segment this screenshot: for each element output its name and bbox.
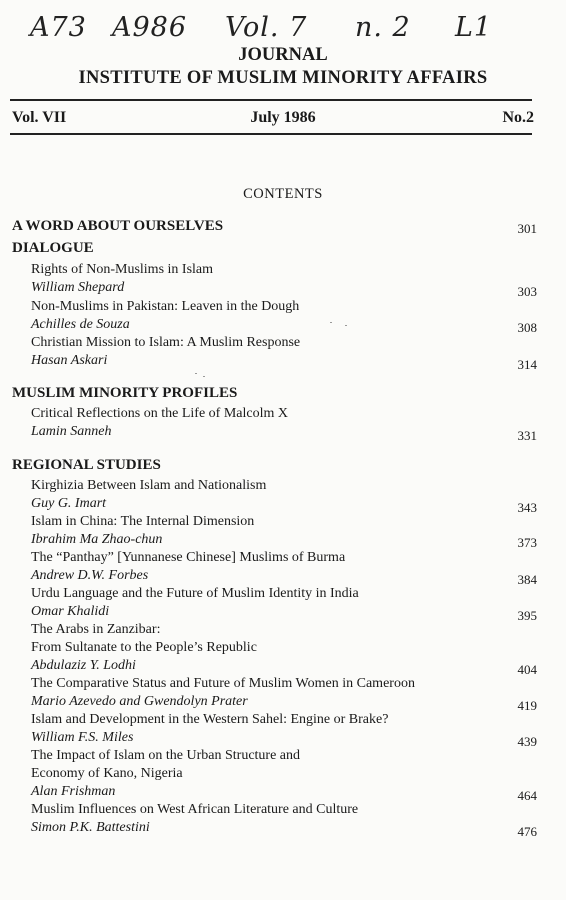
handwritten-catalog-note	[30, 12, 530, 48]
volume-label: Vol. VII	[12, 109, 67, 126]
article-title: Muslim Influences on West African Literature and Culture	[31, 802, 359, 817]
page-number: 343	[517, 500, 537, 515]
top-rule	[10, 99, 532, 101]
article-author: Lamin Sanneh	[31, 424, 112, 439]
article-title: Urdu Language and the Future of Muslim Identity in India	[31, 586, 359, 601]
section-title: MUSLIM MINORITY PROFILES	[12, 385, 238, 401]
issue-date: July 1986	[250, 109, 316, 126]
page-number: 439	[517, 734, 537, 749]
scan-speck	[203, 376, 205, 377]
article-author: Omar Khalidi	[31, 604, 110, 619]
article-title: Islam in China: The Internal Dimension	[31, 514, 255, 529]
page-number: 303	[517, 284, 537, 299]
issue-number: No.2	[502, 109, 534, 126]
page-number: 373	[517, 535, 537, 550]
page-number: 308	[517, 320, 537, 335]
scan-speck	[195, 373, 197, 374]
article-title: Critical Reflections on the Life of Malcolm X	[31, 406, 288, 421]
scan-speck	[330, 322, 332, 323]
article-title: Kirghizia Between Islam and Nationalism	[31, 478, 267, 493]
article-author: Ibrahim Ma Zhao-chun	[31, 532, 163, 547]
article-author: Hasan Askari	[31, 353, 108, 368]
article-author: Simon P.K. Battestini	[31, 820, 150, 835]
page-number: 464	[517, 788, 537, 803]
article-author: Abdulaziz Y. Lodhi	[31, 658, 136, 673]
page-number: 314	[517, 357, 537, 372]
section-title: DIALOGUE	[12, 240, 94, 256]
scan-speck	[345, 325, 347, 326]
handwritten-note: Vol. 7	[225, 12, 308, 43]
article-author: William Shepard	[31, 280, 125, 295]
article-title: The Arabs in Zanzibar:	[31, 622, 161, 637]
article-author: Mario Azevedo and Gwendolyn Prater	[31, 694, 248, 709]
page-number: 419	[517, 698, 537, 713]
handwritten-note: n. 2	[355, 12, 411, 43]
page-number: 404	[517, 662, 537, 677]
article-title: Islam and Development in the Western Sahel: Engine or Brake?	[31, 712, 389, 727]
article-title: The Impact of Islam on the Urban Structure and	[31, 748, 301, 763]
page-number: 395	[517, 608, 537, 623]
handwritten-note: L1	[455, 12, 493, 43]
article-title: From Sultanate to the People’s Republic	[31, 640, 257, 655]
handwritten-note: A73	[30, 12, 87, 43]
bottom-rule	[10, 133, 532, 135]
page-number: 331	[517, 428, 537, 443]
handwritten-note: A986	[112, 12, 188, 43]
article-title: Non-Muslims in Pakistan: Leaven in the Dough	[31, 299, 300, 314]
page-number: 384	[517, 572, 537, 587]
article-author: Achilles de Souza	[31, 317, 130, 332]
institute-title: INSTITUTE OF MUSLIM MINORITY AFFAIRS	[78, 68, 488, 88]
contents-heading: CONTENTS	[243, 186, 323, 202]
page-number: 301	[517, 221, 537, 236]
article-title: The “Panthay” [Yunnanese Chinese] Muslims of Burma	[31, 550, 346, 565]
article-title: Economy of Kano, Nigeria	[31, 766, 183, 781]
article-author: Alan Frishman	[31, 784, 116, 799]
article-title: Christian Mission to Islam: A Muslim Response	[31, 335, 301, 350]
page-number: 476	[517, 824, 537, 839]
section-title: REGIONAL STUDIES	[12, 457, 161, 473]
article-author: Guy G. Imart	[31, 496, 107, 511]
article-title: Rights of Non-Muslims in Islam	[31, 262, 214, 277]
article-author: William F.S. Miles	[31, 730, 134, 745]
journal-title: JOURNAL	[238, 45, 328, 65]
section-title: A WORD ABOUT OURSELVES	[12, 218, 224, 234]
article-author: Andrew D.W. Forbes	[31, 568, 149, 583]
article-title: The Comparative Status and Future of Muslim Women in Cameroon	[31, 676, 415, 691]
